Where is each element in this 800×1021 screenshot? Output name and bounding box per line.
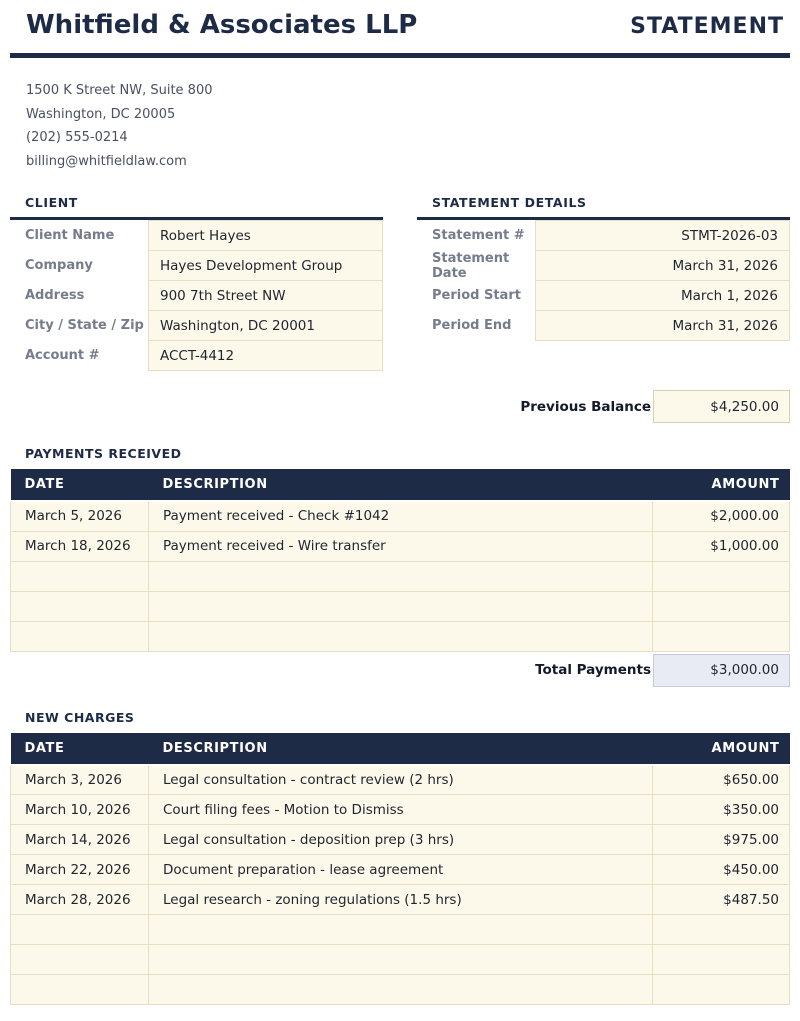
statement-date-value: March 31, 2026 — [535, 250, 790, 281]
charge-amount-cell — [653, 915, 790, 945]
charge-row-empty — [11, 945, 790, 975]
firm-phone: (202) 555-0214 — [26, 130, 128, 145]
client-section — [10, 195, 383, 371]
total-payments-row — [10, 654, 790, 687]
previous-balance-amount: $4,250.00 — [653, 390, 790, 423]
detail-field-row — [417, 220, 790, 251]
client-field-row — [10, 220, 383, 251]
detail-field-row — [417, 310, 790, 341]
payments-section — [10, 446, 790, 687]
payment-description-cell — [149, 591, 653, 621]
payment-amount-cell — [653, 561, 790, 591]
payment-row — [11, 531, 790, 561]
charge-description-cell — [149, 945, 653, 975]
client-address-value: 900 7th Street NW — [148, 280, 383, 311]
charge-amount-cell — [653, 975, 790, 1005]
charge-description-cell: Court filing fees - Motion to Dismiss — [149, 795, 653, 825]
payments-col-description: DESCRIPTION — [149, 469, 653, 501]
charge-amount-cell: $450.00 — [653, 855, 790, 885]
period-start-label: Period Start — [432, 288, 521, 303]
payment-amount-cell: $1,000.00 — [653, 531, 790, 561]
client-account-value: ACCT-4412 — [148, 340, 383, 371]
payment-date-cell — [11, 561, 149, 591]
firm-address-line1: 1500 K Street NW, Suite 800 — [26, 83, 213, 98]
charge-date-cell — [11, 915, 149, 945]
payment-amount-cell — [653, 591, 790, 621]
charges-header-row — [11, 733, 790, 765]
firm-info — [26, 79, 790, 173]
client-company-label: Company — [25, 258, 93, 273]
charge-date-cell — [11, 975, 149, 1005]
client-company-value: Hayes Development Group — [148, 250, 383, 281]
payment-amount-cell — [653, 621, 790, 651]
charges-col-description: DESCRIPTION — [149, 733, 653, 765]
total-payments-amount: $3,000.00 — [653, 654, 790, 687]
client-field-row — [10, 250, 383, 281]
charge-description-cell: Legal research - zoning regulations (1.5 hrs) — [149, 885, 653, 915]
charge-date-cell: March 3, 2026 — [11, 765, 149, 795]
charge-description-cell — [149, 975, 653, 1005]
client-field-row — [10, 280, 383, 311]
client-field-row — [10, 310, 383, 341]
payments-header-row — [11, 469, 790, 501]
charges-col-date: DATE — [11, 733, 149, 765]
document-type-title: STATEMENT — [630, 14, 784, 39]
payment-description-cell: Payment received - Wire transfer — [149, 531, 653, 561]
charge-date-cell: March 28, 2026 — [11, 885, 149, 915]
payments-col-date: DATE — [11, 469, 149, 501]
payment-row-empty — [11, 561, 790, 591]
charge-row — [11, 795, 790, 825]
period-end-label: Period End — [432, 318, 512, 333]
payments-col-amount: AMOUNT — [653, 469, 790, 501]
charge-description-cell: Document preparation - lease agreement — [149, 855, 653, 885]
firm-address-line2: Washington, DC 20005 — [26, 106, 176, 122]
detail-field-row — [417, 250, 790, 281]
header-divider — [10, 53, 790, 58]
charge-description-cell — [149, 915, 653, 945]
period-end-value: March 31, 2026 — [535, 310, 790, 341]
client-account-label: Account # — [25, 348, 100, 363]
charge-amount-cell: $350.00 — [653, 795, 790, 825]
charge-date-cell — [11, 945, 149, 975]
previous-balance-label: Previous Balance — [520, 398, 651, 415]
client-name-label: Client Name — [25, 228, 115, 243]
payment-date-cell: March 18, 2026 — [11, 531, 149, 561]
payments-heading: PAYMENTS RECEIVED — [25, 446, 182, 461]
statement-date-label: Statement Date — [432, 250, 510, 281]
payment-description-cell — [149, 621, 653, 651]
payment-date-cell: March 5, 2026 — [11, 501, 149, 531]
payment-row-empty — [11, 591, 790, 621]
charge-amount-cell: $650.00 — [653, 765, 790, 795]
payment-amount-cell: $2,000.00 — [653, 501, 790, 531]
charge-description-cell: Legal consultation - deposition prep (3 hrs) — [149, 825, 653, 855]
detail-field-row — [417, 280, 790, 311]
charge-row-empty — [11, 915, 790, 945]
client-name-value: Robert Hayes — [148, 220, 383, 251]
charges-section — [10, 710, 790, 1006]
firm-email: billing@whitfieldlaw.com — [26, 153, 187, 169]
payment-date-cell — [11, 621, 149, 651]
client-heading: CLIENT — [10, 195, 383, 220]
payment-row-empty — [11, 621, 790, 651]
payment-description-cell: Payment received - Check #1042 — [149, 501, 653, 531]
charges-table — [10, 733, 790, 1006]
info-section — [10, 195, 790, 371]
total-payments-label: Total Payments — [535, 662, 651, 678]
client-address-label: Address — [25, 288, 85, 303]
charge-amount-cell — [653, 945, 790, 975]
charge-date-cell: March 14, 2026 — [11, 825, 149, 855]
charge-date-cell: March 22, 2026 — [11, 855, 149, 885]
charge-row — [11, 855, 790, 885]
charge-row — [11, 825, 790, 855]
statement-number-label: Statement # — [432, 228, 525, 243]
payment-row — [11, 501, 790, 531]
client-citystatezip-label: City / State / Zip — [25, 318, 144, 333]
charge-row — [11, 885, 790, 915]
payment-date-cell — [11, 591, 149, 621]
charges-col-amount: AMOUNT — [653, 733, 790, 765]
period-start-value: March 1, 2026 — [535, 280, 790, 311]
company-name: Whitfield & Associates LLP — [26, 10, 418, 40]
header — [10, 8, 790, 44]
charge-amount-cell: $975.00 — [653, 825, 790, 855]
charge-row — [11, 765, 790, 795]
charge-date-cell: March 10, 2026 — [11, 795, 149, 825]
client-citystatezip-value: Washington, DC 20001 — [148, 310, 383, 341]
statement-details-section — [417, 195, 790, 371]
payment-description-cell — [149, 561, 653, 591]
statement-number-value: STMT-2026-03 — [535, 220, 790, 251]
previous-balance-row — [10, 390, 790, 423]
charge-description-cell: Legal consultation - contract review (2 hrs) — [149, 765, 653, 795]
client-field-row — [10, 340, 383, 371]
payments-table — [10, 469, 790, 652]
charge-row-empty — [11, 975, 790, 1005]
charges-heading: NEW CHARGES — [25, 709, 135, 725]
charge-amount-cell: $487.50 — [653, 885, 790, 915]
statement-details-heading: STATEMENT DETAILS — [417, 195, 790, 220]
